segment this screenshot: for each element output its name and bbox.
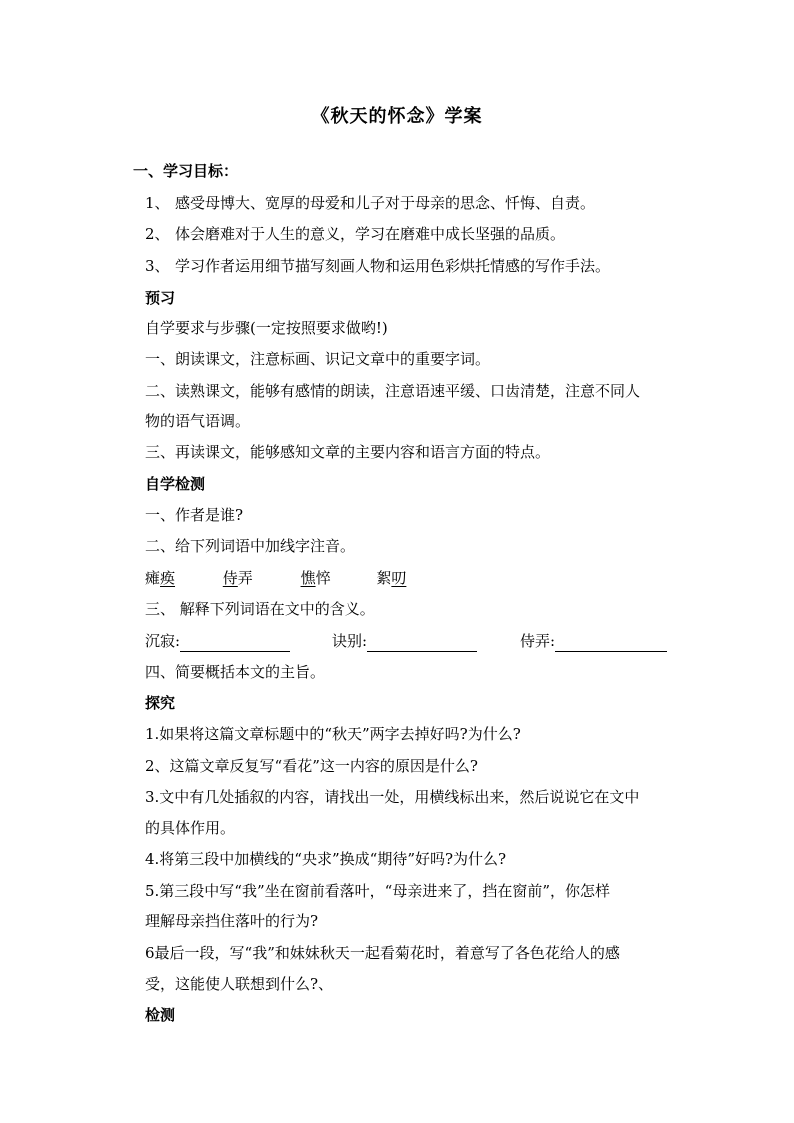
answer-line[interactable]	[367, 635, 477, 652]
pinyin-word-list	[145, 567, 406, 589]
selfcheck-heading: 自学检测	[145, 475, 206, 493]
objective-number: 2、	[145, 225, 170, 243]
document-title: 《秋天的怀念》学案	[311, 106, 483, 127]
definition-label: 沉寂:	[145, 632, 181, 650]
pinyin-word: 瘫痪	[145, 569, 176, 587]
definition-blank	[145, 630, 290, 652]
definition-blank	[332, 630, 477, 652]
objective-number: 1、	[145, 194, 170, 212]
explore-question-4: 4.将第三段中加横线的“央求”换成“期待”好吗?为什么?	[145, 850, 507, 868]
objective-text: 感受母博大、宽厚的母爱和儿子对于母亲的思念、忏悔、自责。	[175, 194, 596, 212]
preview-step-1: 一、朗读课文，注意标画、识记文章中的重要字词。	[145, 350, 491, 368]
explore-question-5-line-1: 5.第三段中写“我”坐在窗前看落叶，“母亲进来了，挡在窗前”，你怎样	[145, 882, 610, 900]
preview-step-2-line-2: 物的语气语调。	[145, 412, 251, 430]
pinyin-word: 絮叨	[376, 569, 407, 587]
definition-blank	[520, 630, 667, 652]
objective-item-2	[145, 223, 565, 245]
objective-number: 3、	[145, 257, 170, 275]
answer-line[interactable]	[555, 635, 667, 652]
underlined-character: 痪	[160, 569, 176, 587]
selfcheck-question-2: 二、给下列词语中加线字注音。	[145, 537, 356, 555]
selfcheck-question-4: 四、简要概括本文的主旨。	[145, 663, 326, 681]
explore-question-6-line-2: 受，这能使人联想到什么?、	[145, 975, 334, 993]
selfcheck-question-3: 三、 解释下列词语在文中的含义。	[145, 600, 375, 618]
preview-intro: 自学要求与步骤(一定按照要求做哟!)	[145, 319, 388, 337]
objective-item-1	[145, 192, 595, 214]
explore-question-2: 2、这篇文章反复写“看花”这一内容的原因是什么?	[145, 757, 478, 775]
objectives-heading: 一、学习目标：	[133, 162, 239, 180]
preview-heading: 预习	[145, 289, 176, 307]
explore-question-5-line-2: 理解母亲挡住落叶的行为?	[145, 912, 319, 930]
pinyin-word: 侍弄	[222, 569, 253, 587]
definition-label: 侍弄:	[520, 632, 556, 650]
explore-heading: 探究	[145, 694, 176, 712]
preview-step-3: 三、再读课文，能够感知文章的主要内容和语言方面的特点。	[145, 443, 551, 461]
explore-question-1: 1.如果将这篇文章标题中的“秋天”两字去掉好吗?为什么?	[145, 725, 521, 743]
explore-question-6-line-1: 6最后一段，写“我”和妹妹秋天一起看菊花时，着意写了各色花给人的感	[145, 944, 620, 962]
underlined-character: 侍	[222, 569, 238, 587]
objective-text: 学习作者运用细节描写刻画人物和运用色彩烘托情感的写作手法。	[175, 257, 611, 275]
underlined-character: 憔	[300, 569, 316, 587]
selfcheck-question-1: 一、作者是谁?	[145, 506, 244, 524]
definition-label: 诀别:	[332, 632, 368, 650]
underlined-character: 叨	[391, 569, 407, 587]
explore-question-3-line-1: 3.文中有几处插叙的内容，请找出一处，用横线标出来，然后说说它在文中	[145, 788, 640, 806]
definition-blanks	[145, 630, 677, 652]
pinyin-word: 憔悴	[300, 569, 331, 587]
test-heading: 检测	[145, 1006, 176, 1024]
objective-item-3	[145, 255, 610, 277]
answer-line[interactable]	[180, 635, 290, 652]
objective-text: 体会磨难对于人生的意义，学习在磨难中成长坚强的品质。	[175, 225, 566, 243]
preview-step-2-line-1: 二、读熟课文，能够有感情的朗读，注意语速平缓、口齿清楚，注意不同人	[145, 382, 641, 400]
explore-question-3-line-2: 的具体作用。	[145, 819, 236, 837]
